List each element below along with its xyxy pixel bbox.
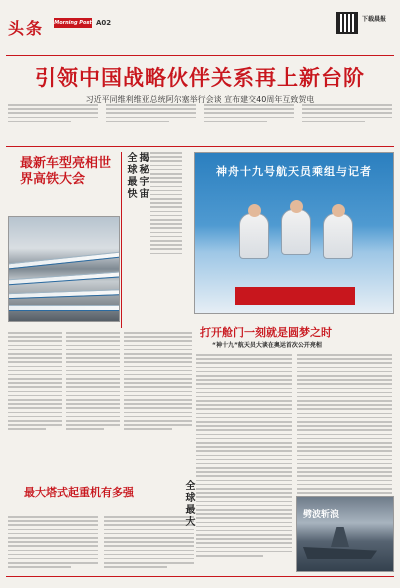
date-strip xyxy=(4,2,396,8)
section-title: 头条 xyxy=(8,19,45,38)
newspaper-logo: Morning Post xyxy=(54,20,92,26)
ship-mast xyxy=(331,527,349,547)
astronaut-crew-photo xyxy=(194,152,394,314)
astronaut-photo-banner: 神舟十九号航天员乘组与记者 xyxy=(216,165,372,178)
middle-column-body xyxy=(124,332,192,433)
page-footer xyxy=(6,576,394,579)
column-rule-left xyxy=(121,152,122,328)
app-download-label: 下载晨报 xyxy=(362,16,387,23)
astronaut-figure xyxy=(323,213,353,259)
page-number: A02 xyxy=(96,19,112,27)
left-story-1-body xyxy=(8,332,120,433)
vertical-label-world: 全球最大 xyxy=(183,480,194,528)
middle-upper-body xyxy=(150,152,182,257)
qr-code-icon[interactable] xyxy=(336,12,358,34)
left-story-2-body xyxy=(8,516,194,570)
left-story-1-title: 最新车型亮相世界高铁大会 xyxy=(20,156,112,187)
high-speed-trains-photo xyxy=(8,216,120,322)
astronaut-figure xyxy=(281,209,311,255)
left-story-2-title: 最大塔式起重机有多强 xyxy=(24,486,134,499)
astronaut-story-title: 打开舱门一刻就是圆梦之时 xyxy=(200,326,332,339)
vertical-label-focus: 全球最快 xyxy=(125,152,136,200)
astronaut-figure xyxy=(239,213,269,259)
astronaut-story-subtitle: “神十九”航天员大谈在奥运首次公开亮相 xyxy=(212,342,322,349)
top-story-header xyxy=(0,62,400,105)
top-story-headline: 引领中国战略伙伴关系再上新台阶 xyxy=(35,66,365,90)
press-podium xyxy=(235,287,355,305)
ship-hull xyxy=(303,547,377,559)
top-story-subhead: 习近平同维利维亚总统阿尔塞举行会谈 宣布建交40周年互致贺电 xyxy=(85,95,315,104)
masthead xyxy=(6,10,394,56)
warship-photo xyxy=(296,496,394,572)
vertical-label-space: 揭秘宇宙 xyxy=(137,152,148,200)
top-story-body xyxy=(8,104,392,125)
warship-photo-title: 劈波斩浪 xyxy=(303,510,340,520)
section-divider xyxy=(6,146,394,147)
